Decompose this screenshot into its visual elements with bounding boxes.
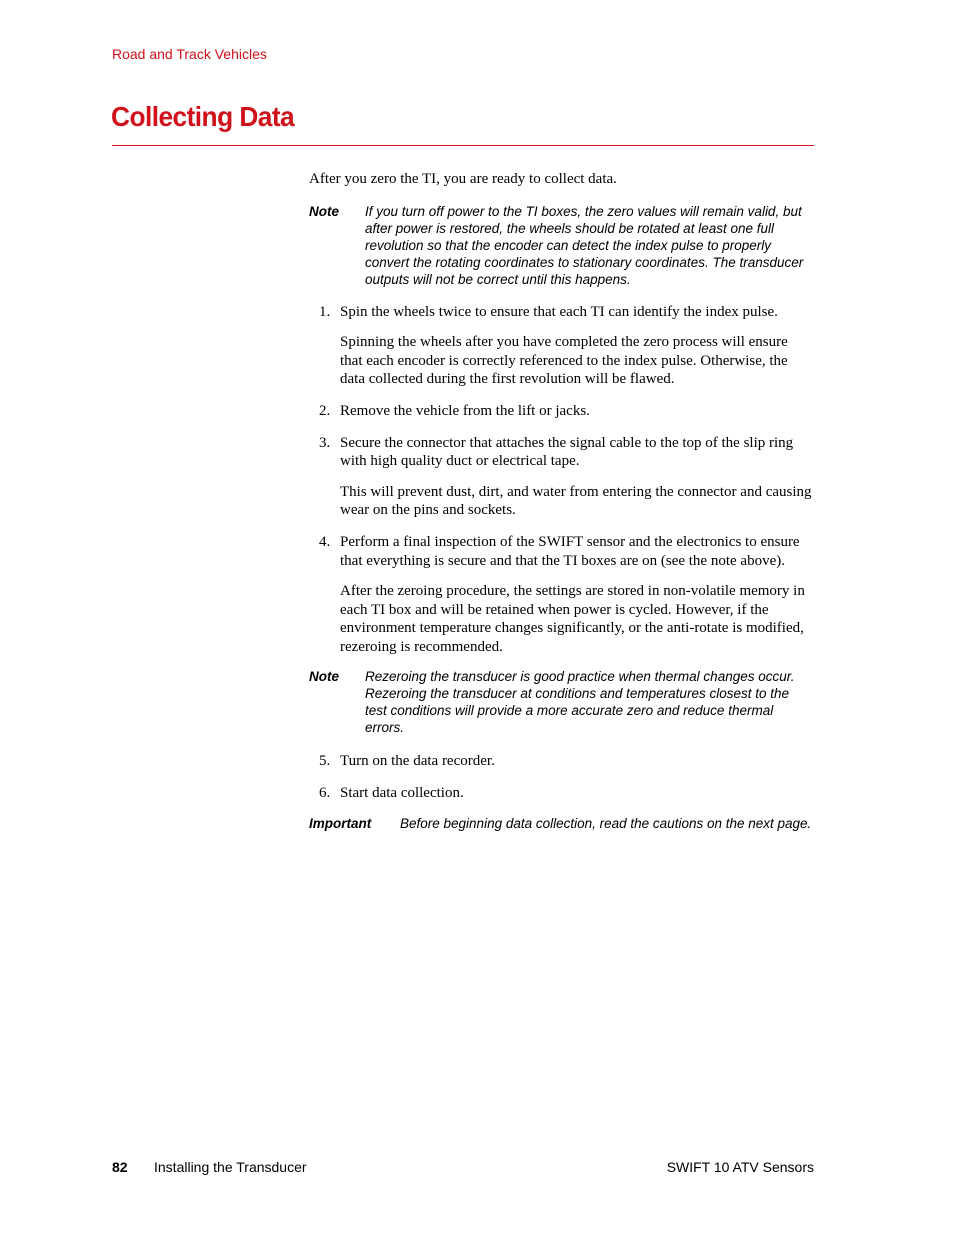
step-text: Remove the vehicle from the lift or jacks.: [340, 402, 590, 419]
intro-paragraph: After you zero the TI, you are ready to collect data.: [309, 171, 617, 187]
step-item: [309, 784, 814, 803]
step-text: Start data collection.: [340, 784, 464, 801]
step-detail: After the zeroing procedure, the settings are stored in non-volatile memory in each TI box and will be retained when power is cycled. However, if the environment temperature changes significantly, or the anti-rotate is modified, rezeroing is recommended.: [340, 583, 805, 655]
step-detail: This will prevent dust, dirt, and water from entering the connector and causing wear on the pins and sockets.: [340, 483, 812, 519]
step-item: [309, 752, 814, 771]
running-header: Road and Track Vehicles: [112, 46, 267, 62]
important-callout: [309, 815, 814, 832]
step-text: Perform a final inspection of the SWIFT sensor and the electronics to ensure that everything is secure and that the TI boxes are on (see the note above).: [340, 533, 800, 569]
page-number: 82: [112, 1159, 128, 1175]
step-item: [309, 402, 814, 421]
note-text: If you turn off power to the TI boxes, the zero values will remain valid, but after power is restored, the wheels should be rotated at least one full revolution so that the encoder can detect the index pulse to properly convert the rotating coordinates to stationary coordinates. The transducer outputs will not be correct until this happens.: [365, 203, 804, 288]
page-title: Collecting Data: [111, 101, 295, 132]
note-label: Note: [309, 203, 339, 219]
footer-chapter: Installing the Transducer: [154, 1159, 307, 1175]
step-number: 2.: [319, 402, 331, 419]
footer-product: SWIFT 10 ATV Sensors: [666, 1159, 814, 1175]
note-power: [309, 203, 814, 289]
step-item: [309, 533, 814, 657]
step-number: 1.: [319, 303, 331, 320]
note-text: Rezeroing the transducer is good practice when thermal changes occur. Rezeroing the transducer at conditions and temperatures closest to the test conditions will provide a more accurate zero and reduce thermal errors.: [365, 668, 795, 736]
step-number: 3.: [319, 434, 331, 451]
step-text: Spin the wheels twice to ensure that each TI can identify the index pulse.: [340, 303, 778, 320]
step-item: [309, 303, 814, 389]
step-detail: Spinning the wheels after you have completed the zero process will ensure that each encoder is correctly referenced to the index pulse. Otherwise, the data collected during the first revolution will be flawed.: [340, 334, 788, 388]
steps-list-a: [309, 303, 814, 657]
step-number: 6.: [319, 784, 331, 801]
step-text: Turn on the data recorder.: [340, 753, 495, 770]
step-text: Secure the connector that attaches the signal cable to the top of the slip ring with high quality duct or electrical tape.: [340, 434, 794, 470]
note-rezeroing: [309, 668, 814, 737]
note-label: Note: [309, 668, 339, 684]
step-number: 4.: [319, 533, 331, 550]
main-content: [309, 170, 814, 832]
title-rule: [112, 145, 814, 146]
step-item: [309, 434, 814, 520]
step-number: 5.: [319, 753, 331, 770]
important-text: Before beginning data collection, read the cautions on the next page.: [400, 815, 812, 831]
important-label: Important: [309, 815, 372, 831]
steps-list-b: [309, 752, 814, 802]
